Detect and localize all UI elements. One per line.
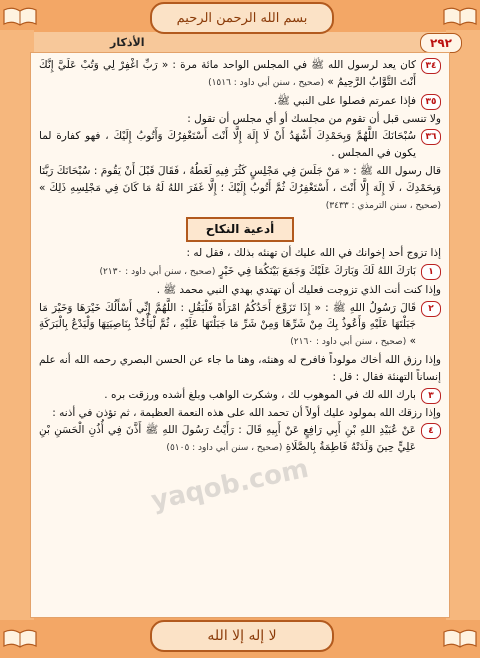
entry-number-badge: ٣٥ (421, 94, 441, 110)
entry-text: عَنْ عُبَيْدِ اللهِ بْنِ أَبِي رَافِعٍ عَنْ أَبِيهِ قَالَ : رَأَيْتُ رَسُولَ اللهِ ﷺ أَذَّنَ فِي أُذُنِ الْحَسَنِ بْنِ عَلِيٍّ حِينَ وَلَدَتْهُ فَاطِمَةُ بِالصَّلَاةِ (39, 424, 416, 454)
entry-text: بَارَكَ اللهُ لَكَ وَبَارَكَ عَلَيْكَ وَجَمَعَ بَيْنَكُمَا فِي خَيْرٍ (218, 264, 416, 277)
entry-text: إذا تزوج أحد إخوانك في الله عليك أن تهنئه بذلك ، فقل له : (186, 247, 441, 260)
numbered-entry (39, 422, 441, 457)
entry-text: بارك الله لك في الموهوب لك ، وشكرت الواهب وبلغ أشده ورزقت بره . (104, 388, 416, 401)
content-panel (30, 52, 450, 618)
entry-number-badge: ٣ (421, 388, 441, 404)
paragraph (39, 352, 441, 386)
entry-text: سُبْحَانَكَ اللَّهُمَّ وَبِحَمْدِكَ أَشْهَدُ أَنْ لَا إِلَهَ إِلَّا أَنْتَ أَسْتَغْفِرُكَ وَأَتُوبُ إِلَيْكَ ، فهو كفارة لما يكون في المجلس . (39, 130, 416, 160)
entry-text: وإذا كنت أنت الذي تزوجت فعليك أن تهتدي بهدي النبي محمد ﷺ . (156, 283, 441, 296)
entry-text: قَالَ رَسُولُ اللهِ ﷺ : « إِذَا تَزَوَّجَ أَحَدُكُمُ امْرَأَةً فَلْيَقُلِ : اللَّهُمَّ إِنِّي أَسْأَلُكَ خَيْرَهَا وَخَيْرَ مَا جَبَلْتَهَا عَلَيْهِ وَأَعُوذُ بِكَ مِنْ شَرِّهَا وَمِنْ شَرِّ مَا جَبَلْتَهَا عَلَيْهِ ، ثُمَّ لْيَأْخُذْ بِنَاصِيَتِهَا وَلْيَدْعُ بِالْبَرَكَةِ » (39, 301, 416, 348)
open-book-icon (2, 628, 38, 648)
open-book-icon (442, 628, 478, 648)
numbered-entry (39, 128, 441, 162)
numbered-entry (39, 387, 441, 404)
numbered-entry (39, 93, 441, 110)
entry-text-wrap (39, 387, 416, 404)
numbered-entry (39, 57, 441, 92)
entry-text-wrap (39, 93, 416, 110)
footer-tawhid-cartouche: لا إله إلا الله (150, 620, 334, 652)
entry-text-wrap (39, 422, 416, 457)
entry-text: وإذا رزقك الله بمولود عليك أولاً أن تحمد الله على هذه النعمة العظيمة ، ثم تؤذن في أذنه : (52, 406, 441, 419)
hadith-source: (صحيح ، سنن أبي داود : ٥١٠٥) (166, 443, 283, 454)
hadith-source: (صحيح ، سنن أبي داود : ٢١٣٠) (99, 266, 216, 277)
watermark: yaqob.com (148, 453, 312, 517)
numbered-entry (39, 300, 441, 351)
right-decorative-border (446, 30, 480, 620)
entry-text: وإذا رزق الله أخاك مولوداً فافرح له وهنئه، وهنا ما جاء عن الحسن البصري رحمه الله أنه علم إنساناً التهنئة فقال : قل : (39, 353, 441, 383)
entry-text-wrap (39, 57, 416, 92)
open-book-icon (2, 6, 38, 26)
entry-text-wrap (39, 300, 416, 351)
header-basmala-cartouche: بسم الله الرحمن الرحيم (150, 2, 334, 34)
open-book-icon (442, 6, 478, 26)
entry-text: كان يعد لرسول الله ﷺ في المجلس الواحد مائة مرة : « رَبِّ اغْفِرْ لِي وَتُبْ عَلَيَّ إِنَّكَ أَنْتَ التَّوَّابُ الرَّحِيمُ » (39, 59, 416, 88)
paragraph (39, 111, 441, 128)
content-after-section (39, 245, 441, 457)
entry-text-wrap (39, 128, 416, 162)
numbered-entry (39, 263, 441, 281)
entry-text: ولا تنسى قبل أن تقوم من مجلسك أو أي مجلس أن تقول : (187, 112, 441, 125)
paragraph (39, 163, 441, 214)
entry-text: فإذا عمرتم فصلوا على النبي ﷺ. (273, 94, 416, 107)
section-heading-wrap (39, 217, 441, 242)
running-head: الأذكار (110, 36, 145, 49)
entry-number-badge: ٢ (421, 301, 441, 317)
entry-text: قال رسول الله ﷺ : « مَنْ جَلَسَ فِي مَجْلِسٍ كَثُرَ فِيهِ لَغَطُهُ ، فَقَالَ قَبْلَ أَنْ يَقُومَ : سُبْحَانَكَ رَبَّنَا وَبِحَمْدِكَ ، لَا إِلَهَ إِلَّا أَنْتَ ، أَسْتَغْفِرُكَ ثُمَّ أَتُوبُ إِلَيْكَ ؛ إِلَّا غَفَرَ اللهُ لَهُ مَا كَانَ فِي مَجْلِسِهِ ذَلِكَ » (39, 164, 441, 194)
page-number: ٢٩٢ (420, 33, 462, 53)
entry-text-wrap (39, 263, 416, 281)
entry-number-badge: ١ (421, 264, 441, 280)
content-before-section (39, 57, 441, 214)
entry-number-badge: ٤ (421, 423, 441, 439)
entry-number-badge: ٣٦ (421, 129, 441, 145)
left-decorative-border (0, 30, 34, 620)
hadith-source: (صحيح ، سنن أبي داود : ١٥١٦) (208, 77, 324, 88)
section-heading: أدعية النكاح (186, 217, 294, 242)
paragraph (39, 405, 441, 422)
hadith-source: (صحيح ، سنن الترمذي : ٣٤٣٣) (325, 200, 441, 211)
paragraph (39, 245, 441, 262)
hadith-source: (صحيح ، سنن أبي داود : ٢١٦٠) (290, 337, 407, 348)
entry-number-badge: ٣٤ (421, 58, 441, 74)
paragraph (39, 282, 441, 299)
